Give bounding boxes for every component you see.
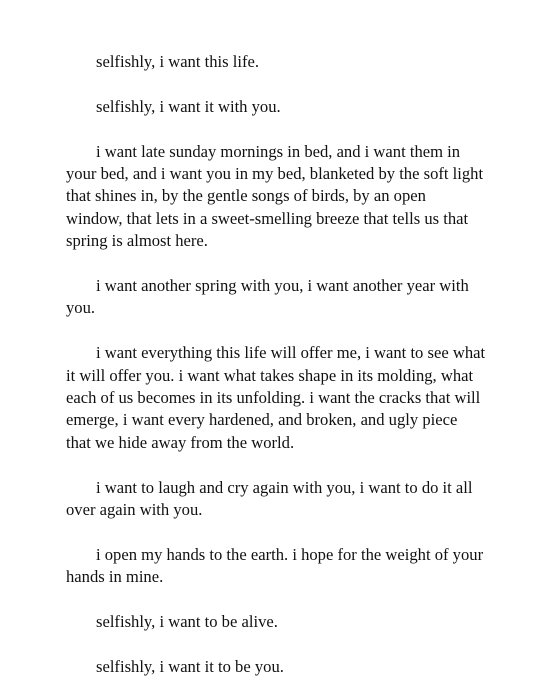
paragraph-3: i want late sunday mornings in bed, and i want them in your bed, and i want you in my bed, blanketed by the soft light that shines in, by the gentle songs of birds, by an open window, that lets in a sweet-smelling breeze that tells us that spring is almost here. (66, 141, 484, 251)
paragraph-9: selfishly, i want it to be you. (96, 656, 284, 676)
paragraph-8: selfishly, i want to be alive. (96, 612, 278, 632)
paragraph-4: i want another spring with you, i want another year with you. (66, 276, 469, 318)
paragraph-5: i want everything this life will offer me, i want to see what it will offer you. i want what takes shape in its molding, what each of us becomes in its unfolding. i want the cracks that will emerge, i want every hardened, and broken, and ugly piece that we hide away from the world. (66, 343, 486, 452)
paragraph-6: i want to laugh and cry again with you, i want to do it all over again with you. (66, 477, 473, 520)
paragraph-2: selfishly, i want it with you. (96, 96, 281, 116)
paragraph-1: selfishly, i want this life. (96, 52, 259, 71)
paragraph-7: i open my hands to the earth. i hope for the weight of your hands in mine. (66, 544, 484, 587)
poem-text (66, 51, 486, 678)
